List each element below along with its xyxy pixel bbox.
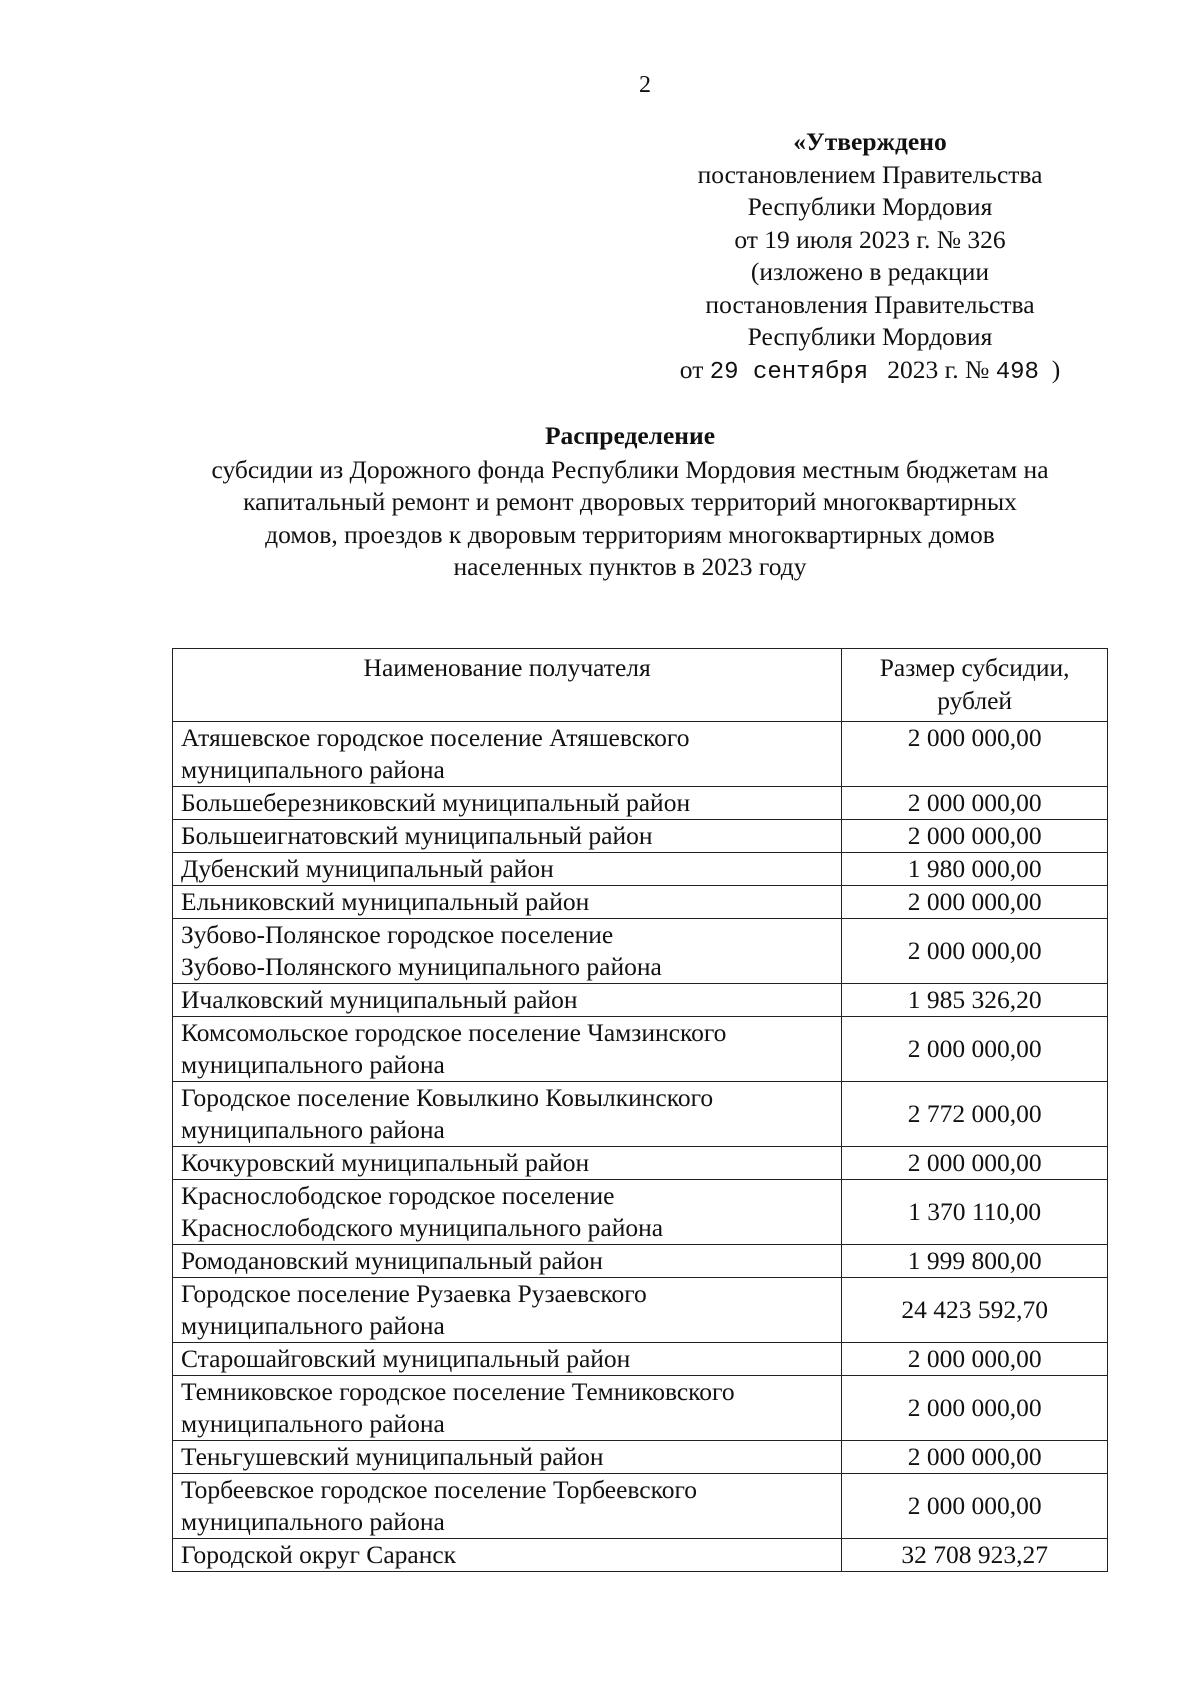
recipient-name-cell <box>173 787 842 820</box>
approval-heading: «Утверждено <box>793 127 947 156</box>
subsidy-amount-cell: 2 000 000,00 <box>842 1441 1108 1474</box>
table-row <box>173 919 1108 984</box>
approval-line: постановления Правительства <box>705 289 1035 319</box>
header-subsidy-amount <box>842 649 1108 722</box>
header-amount-line: Размер субсидии, <box>879 653 1070 682</box>
recipient-name-line: Краснослободского муниципального района <box>181 1213 664 1242</box>
table-row <box>173 1278 1108 1343</box>
subsidy-amount-cell: 2 000 000,00 <box>842 722 1108 787</box>
subsidy-amount-cell: 2 000 000,00 <box>842 919 1108 984</box>
amendment-date: 29 сентября <box>709 358 869 386</box>
table-row <box>173 1245 1108 1278</box>
recipient-name-line: Городской округ Саранск <box>181 1540 457 1569</box>
table-row <box>173 820 1108 853</box>
recipient-name-cell <box>173 820 842 853</box>
recipient-name-cell <box>173 919 842 984</box>
recipient-name-cell <box>173 1278 842 1343</box>
table-header-row <box>173 649 1108 722</box>
approval-line: Республики Мордовия <box>747 192 993 221</box>
subsidy-amount-cell: 2 000 000,00 <box>842 1343 1108 1376</box>
title-line: субсидии из Дорожного фонда Республики Мордовия местным бюджетам на <box>211 454 1049 484</box>
approval-line: от 19 июля 2023 г. № 326 <box>734 224 1006 254</box>
approval-line: постановлением Правительства <box>697 159 1043 189</box>
recipient-name-line: Городское поселение Рузаевка Рузаевского <box>181 1279 647 1308</box>
recipient-name-line: Кочкуровский муниципальный район <box>181 1148 590 1177</box>
table-row <box>173 886 1108 919</box>
recipient-name-cell <box>173 1441 842 1474</box>
subsidy-amount-cell: 24 423 592,70 <box>842 1278 1108 1343</box>
amendment-suffix: ) <box>1051 354 1061 384</box>
header-recipient-name: Наименование получателя <box>173 649 842 722</box>
recipient-name-cell <box>173 886 842 919</box>
recipient-name-line: Краснослободское городское поселение <box>181 1181 615 1210</box>
table-row <box>173 1017 1108 1082</box>
subsidy-amount-cell: 2 000 000,00 <box>842 1474 1108 1539</box>
subsidy-amount-cell: 2 000 000,00 <box>842 787 1108 820</box>
page-number: 2 <box>639 72 651 98</box>
table-row <box>173 787 1108 820</box>
recipient-name-cell <box>173 1474 842 1539</box>
amendment-year: 2023 г. № <box>887 354 990 384</box>
subsidy-amount-cell: 2 000 000,00 <box>842 1017 1108 1082</box>
recipient-name-cell <box>173 1376 842 1441</box>
table-row <box>173 1441 1108 1474</box>
table-row <box>173 1539 1108 1572</box>
recipient-name-line: Комсомольское городское поселение Чамзинского <box>181 1018 727 1047</box>
table-row <box>173 1082 1108 1147</box>
recipient-name-line: Ромодановский муниципальный район <box>181 1246 603 1275</box>
recipient-name-line: муниципального района <box>181 1050 445 1079</box>
recipient-name-cell <box>173 1017 842 1082</box>
table-row <box>173 1474 1108 1539</box>
subsidy-table <box>172 648 1108 1572</box>
recipient-name-line: Теньгушевский муниципальный район <box>181 1442 604 1471</box>
recipient-name-cell <box>173 1147 842 1180</box>
recipient-name-line: муниципального района <box>181 1115 445 1144</box>
document-title <box>150 420 1110 584</box>
recipient-name-line: Дубенский муниципальный район <box>181 854 554 883</box>
recipient-name-cell <box>173 984 842 1017</box>
table-row <box>173 1147 1108 1180</box>
recipient-name-line: Большеберезниковский муниципальный район <box>181 788 691 817</box>
approval-amendment-line <box>630 354 1110 390</box>
subsidy-amount-cell: 1 985 326,20 <box>842 984 1108 1017</box>
table-row <box>173 722 1108 787</box>
recipient-name-cell <box>173 1082 842 1147</box>
subsidy-amount-cell: 2 000 000,00 <box>842 886 1108 919</box>
recipient-name-line: Городское поселение Ковылкино Ковылкинского <box>181 1083 714 1112</box>
title-line: населенных пунктов в 2023 году <box>453 552 807 581</box>
recipient-name-line: Торбеевское городское поселение Торбеевского <box>181 1475 698 1504</box>
approval-line: (изложено в редакции <box>750 257 990 286</box>
recipient-name-line: муниципального района <box>181 1507 445 1536</box>
table-row <box>173 984 1108 1017</box>
table-row <box>173 853 1108 886</box>
amendment-prefix: от <box>679 354 704 384</box>
recipient-name-line: Большеигнатовский муниципальный район <box>181 821 653 850</box>
approval-line: Республики Мордовия <box>747 322 993 351</box>
subsidy-amount-cell: 2 000 000,00 <box>842 820 1108 853</box>
subsidy-amount-cell: 1 370 110,00 <box>842 1180 1108 1245</box>
table-row <box>173 1343 1108 1376</box>
recipient-name-line: Темниковское городское поселение Темниковского <box>181 1377 735 1406</box>
subsidy-amount-cell: 2 772 000,00 <box>842 1082 1108 1147</box>
recipient-name-line: муниципального района <box>181 1409 445 1438</box>
recipient-name-line: Ельниковский муниципальный район <box>181 887 590 916</box>
subsidy-amount-cell: 1 980 000,00 <box>842 853 1108 886</box>
recipient-name-cell <box>173 1180 842 1245</box>
recipient-name-line: муниципального района <box>181 1311 445 1340</box>
recipient-name-cell <box>173 853 842 886</box>
subsidy-amount-cell: 2 000 000,00 <box>842 1147 1108 1180</box>
recipient-name-line: Старошайговский муниципальный район <box>181 1344 631 1373</box>
recipient-name-line: Ичалковский муниципальный район <box>181 985 578 1014</box>
recipient-name-cell <box>173 1343 842 1376</box>
recipient-name-cell <box>173 1245 842 1278</box>
amendment-number: 498 <box>995 358 1039 386</box>
title-line: капитальный ремонт и ремонт дворовых территорий многоквартирных <box>243 487 1017 516</box>
subsidy-amount-cell: 1 999 800,00 <box>842 1245 1108 1278</box>
approval-block <box>630 126 1110 389</box>
recipient-name-line: Атяшевское городское поселение Атяшевского <box>181 723 690 752</box>
table-row <box>173 1180 1108 1245</box>
title-line: домов, проездов к дворовым территориям многоквартирных домов <box>265 519 995 549</box>
recipient-name-line: Зубово-Полянского муниципального района <box>181 952 662 981</box>
recipient-name-cell <box>173 1539 842 1572</box>
recipient-name-cell <box>173 722 842 787</box>
subsidy-amount-cell: 2 000 000,00 <box>842 1376 1108 1441</box>
subsidy-amount-cell: 32 708 923,27 <box>842 1539 1108 1572</box>
header-amount-line: рублей <box>937 686 1013 715</box>
recipient-name-line: муниципального района <box>181 755 445 784</box>
table-body <box>173 722 1108 1572</box>
title-heading: Распределение <box>544 421 716 450</box>
table-row <box>173 1376 1108 1441</box>
recipient-name-line: Зубово-Полянское городское поселение <box>181 920 614 949</box>
